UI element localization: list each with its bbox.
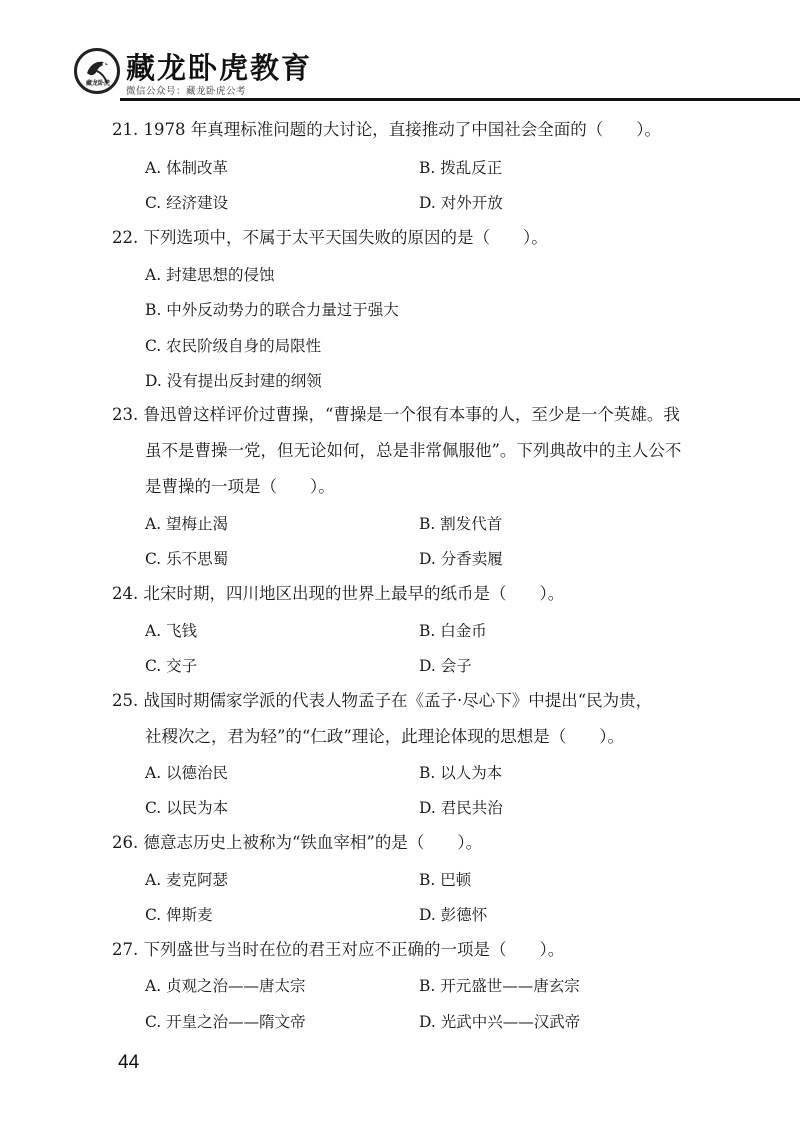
option-d: D. 君民共治	[419, 799, 503, 817]
question-number: 22.	[112, 228, 139, 247]
option-c: C. 农民阶级自身的局限性	[145, 337, 322, 355]
option-a: A. 望梅止渴	[145, 515, 229, 533]
question-22	[112, 228, 548, 248]
question-text: 北宋时期，四川地区出现的世界上最早的纸币是（ ）。	[143, 584, 565, 603]
question-text: 鲁迅曾这样评价过曹操，“曹操是一个很有本事的人，至少是一个英雄。我	[143, 405, 680, 424]
option-b: B. 白金币	[419, 622, 487, 640]
option-d: D. 会子	[419, 657, 472, 675]
option-b: B. 拨乱反正	[419, 159, 503, 177]
question-number: 25.	[112, 691, 139, 710]
question-number: 23.	[112, 405, 139, 424]
option-c: C. 以民为本	[145, 799, 229, 817]
question-text: 1978 年真理标准问题的大讨论，直接推动了中国社会全面的（ ）。	[143, 120, 661, 139]
question-26	[112, 833, 482, 853]
question-21	[112, 120, 661, 140]
question-text-line: 社稷次之，君为轻”的“仁政”理论，此理论体现的思想是（ ）。	[145, 727, 625, 746]
page-header	[0, 0, 800, 102]
question-text-line: 虽不是曹操一党，但无论如何，总是非常佩服他”。下列典故中的主人公不	[145, 441, 682, 460]
question-25	[112, 691, 652, 711]
option-d: D. 彭德怀	[419, 906, 488, 924]
bird-logo-icon	[74, 48, 120, 94]
logo-caption: 藏龙卧虎	[85, 80, 110, 87]
option-c: C. 经济建设	[145, 194, 229, 212]
option-a: A. 体制改革	[145, 159, 229, 177]
option-d: D. 光武中兴——汉武帝	[419, 1013, 581, 1031]
option-b: B. 巴顿	[419, 871, 472, 889]
option-d: D. 没有提出反封建的纲领	[145, 372, 322, 390]
option-d: D. 对外开放	[419, 194, 503, 212]
page-number: 44	[118, 1052, 140, 1073]
option-a: A. 贞观之治——唐太宗	[145, 977, 306, 995]
option-b: B. 中外反动势力的联合力量过于强大	[145, 301, 399, 319]
option-c: C. 乐不思蜀	[145, 550, 229, 568]
option-b: B. 开元盛世——唐玄宗	[419, 977, 580, 995]
question-text: 下列盛世与当时在位的君王对应不正确的一项是（ ）。	[143, 940, 565, 959]
brand-title: 藏龙卧虎教育	[126, 51, 313, 85]
question-23	[112, 405, 680, 425]
option-a: A. 封建思想的侵蚀	[145, 266, 275, 284]
question-number: 27.	[112, 940, 139, 959]
brand-subtitle: 微信公众号：藏龙卧虎公考	[126, 86, 247, 97]
question-text: 战国时期儒家学派的代表人物孟子在《孟子·尽心下》中提出“民为贵，	[143, 691, 653, 710]
option-b: B. 以人为本	[419, 764, 503, 782]
question-number: 21.	[112, 120, 139, 139]
option-a: A. 飞钱	[145, 622, 198, 640]
option-c: C. 交子	[145, 657, 198, 675]
option-c: C. 俾斯麦	[145, 906, 213, 924]
option-a: A. 麦克阿瑟	[145, 871, 229, 889]
question-text: 德意志历史上被称为“铁血宰相”的是（ ）。	[143, 833, 483, 852]
header-divider	[120, 98, 800, 101]
question-number: 26.	[112, 833, 139, 852]
question-number: 24.	[112, 584, 139, 603]
question-24	[112, 584, 564, 604]
option-a: A. 以德治民	[145, 764, 229, 782]
question-text-line: 是曹操的一项是（ ）。	[145, 477, 335, 496]
option-d: D. 分香卖履	[419, 550, 503, 568]
option-b: B. 割发代首	[419, 515, 503, 533]
option-c: C. 开皇之治——隋文帝	[145, 1013, 306, 1031]
question-27	[112, 940, 564, 960]
question-text: 下列选项中，不属于太平天国失败的原因的是（ ）。	[143, 228, 548, 247]
